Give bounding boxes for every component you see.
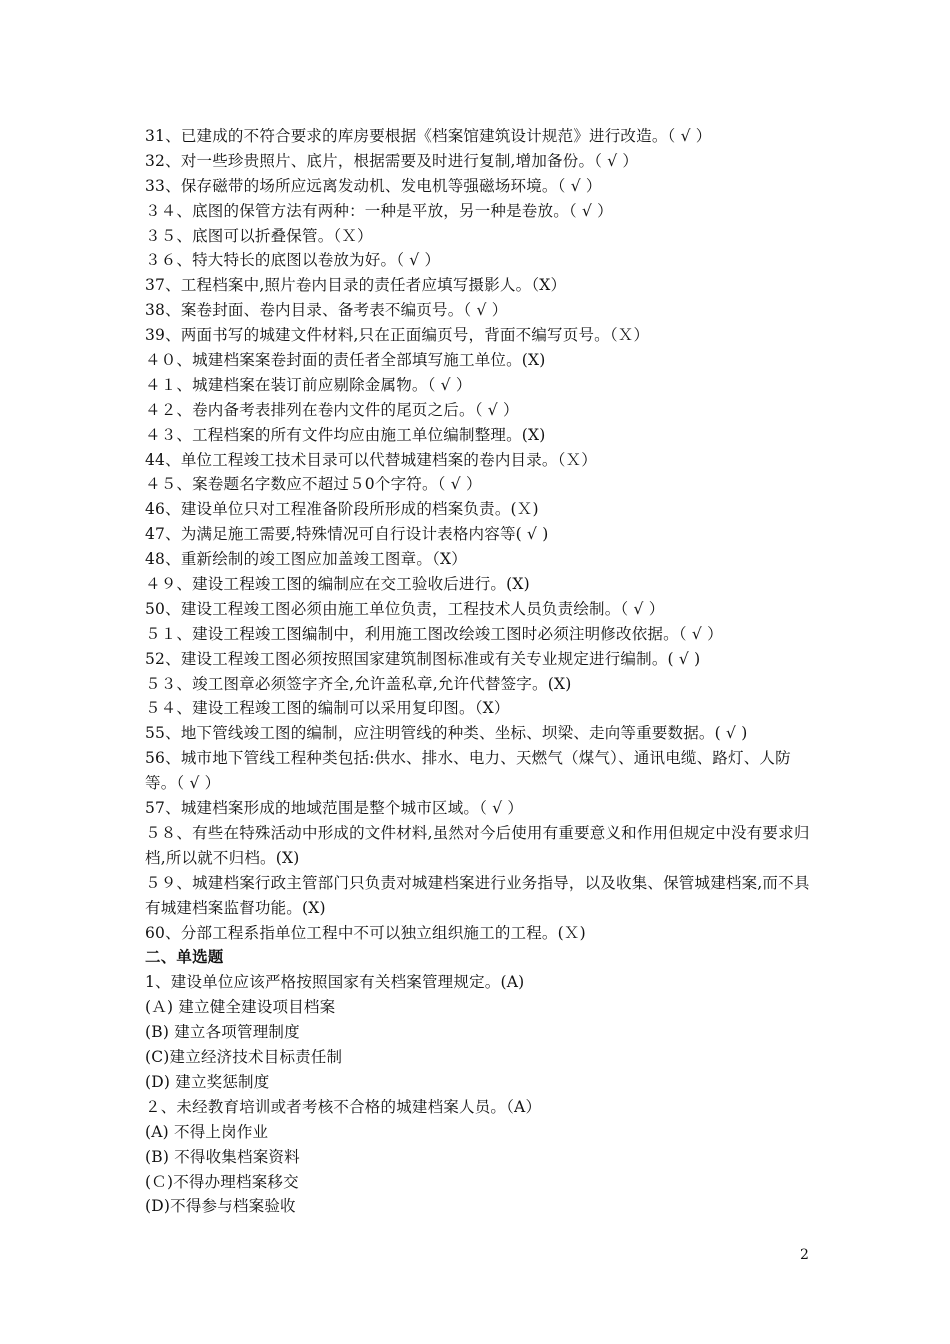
text-line: 47、为满足施工需要,特殊情况可自行设计表格内容等( √ ) — [145, 525, 549, 544]
text-line: (D) 建立奖惩制度 — [145, 1072, 270, 1091]
page-number: 2 — [800, 1247, 809, 1263]
text-line: ３５、底图可以折叠保管。（Ｘ） — [145, 226, 373, 245]
text-line: ５４、建设工程竣工图的编制可以采用复印图。（X） — [145, 699, 510, 718]
text-line: ３４、底图的保管方法有两种：一种是平放，另一种是卷放。（ √ ） — [145, 201, 613, 220]
text-line: ５８、有些在特殊活动中形成的文件材料,虽然对今后使用有重要意义和作用但规定中没有要求归档,所以就不归档。(X) — [145, 823, 810, 867]
text-line: 52、建设工程竣工图必须按照国家建筑制图标准或有关专业规定进行编制。( √ ) — [145, 649, 701, 668]
text-line: 38、案卷封面、卷内目录、备考表不编页号。（ √ ） — [145, 301, 508, 320]
section-heading: 二、单选题 — [145, 947, 224, 967]
text-line: 1、建设单位应该严格按照国家有关档案管理规定。(A) — [145, 973, 525, 992]
text-line: ５１、建设工程竣工图编制中，利用施工图改绘竣工图时必须注明修改依据。（ √ ） — [145, 624, 723, 643]
text-line: ４２、卷内备考表排列在卷内文件的尾页之后。（ √ ） — [145, 400, 519, 419]
text-line: (A) 不得上岗作业 — [145, 1122, 269, 1141]
text-line: 56、城市地下管线工程种类包括:供水、排水、电力、天燃气（煤气）、通讯电缆、路灯、人防等。（ √ ） — [145, 749, 791, 793]
text-line: (Ｃ)不得办理档案移交 — [145, 1172, 299, 1191]
text-line: ５９、城建档案行政主管部门只负责对城建档案进行业务指导，以及收集、保管城建档案,而不具有城建档案监督功能。(X) — [145, 873, 810, 917]
text-line: 44、单位工程竣工技术目录可以代替城建档案的卷内目录。（Ｘ） — [145, 450, 597, 469]
text-line: 50、建设工程竣工图必须由施工单位负责，工程技术人员负责绘制。（ √ ） — [145, 599, 665, 618]
text-line: 57、城建档案形成的地域范围是整个城市区域。（ √ ） — [145, 799, 524, 818]
text-line: ２、未经教育培训或者考核不合格的城建档案人员。（A） — [145, 1097, 542, 1116]
text-line: 31、已建成的不符合要求的库房要根据《档案馆建筑设计规范》进行改造。（ √ ） — [145, 127, 712, 145]
text-line: 55、地下管线竣工图的编制，应注明管线的种类、坐标、坝梁、走向等重要数据。( √ ) — [145, 724, 748, 743]
text-line: (Ａ) 建立健全建设项目档案 — [145, 998, 336, 1017]
document-body — [145, 124, 815, 1219]
text-line: (B) 建立各项管理制度 — [145, 1023, 300, 1042]
text-line: 46、建设单位只对工程准备阶段所形成的档案负责。(Ｘ) — [145, 500, 539, 519]
text-line: 32、对一些珍贵照片、底片，根据需要及时进行复制,增加备份。（ √ ） — [145, 151, 639, 170]
text-line: ４５、案卷题名字数应不超过５0个字符。（ √ ） — [145, 475, 482, 494]
text-line: 37、工程档案中,照片卷内目录的责任者应填写摄影人。（X） — [145, 276, 567, 295]
text-line: 33、保存磁带的场所应远离发动机、发电机等强磁场环境。（ √ ） — [145, 176, 602, 195]
text-line: ４０、城建档案案卷封面的责任者全部填写施工单位。(X) — [145, 351, 546, 370]
text-line: ４９、建设工程竣工图的编制应在交工验收后进行。(X) — [145, 575, 530, 594]
text-line: (D)不得参与档案验收 — [145, 1197, 296, 1216]
text-line: ３６、特大特长的底图以卷放为好。（ √ ） — [145, 251, 441, 270]
text-line: ４１、城建档案在装订前应剔除金属物。（ √ ） — [145, 375, 472, 394]
text-line: 39、两面书写的城建文件材料,只在正面编页号，背面不编写页号。（Ｘ） — [145, 326, 650, 345]
text-line: ５３、竣工图章必须签字齐全,允许盖私章,允许代替签字。(X) — [145, 674, 572, 693]
text-line: (B) 不得收集档案资料 — [145, 1147, 300, 1166]
text-line: 48、重新绘制的竣工图应加盖竣工图章。（X） — [145, 550, 467, 569]
text-line: ４３、工程档案的所有文件均应由施工单位编制整理。(X) — [145, 425, 546, 444]
text-line: 60、分部工程系指单位工程中不可以独立组织施工的工程。(Ｘ) — [145, 923, 586, 942]
text-line: (C)建立经济技术目标责任制 — [145, 1048, 343, 1067]
